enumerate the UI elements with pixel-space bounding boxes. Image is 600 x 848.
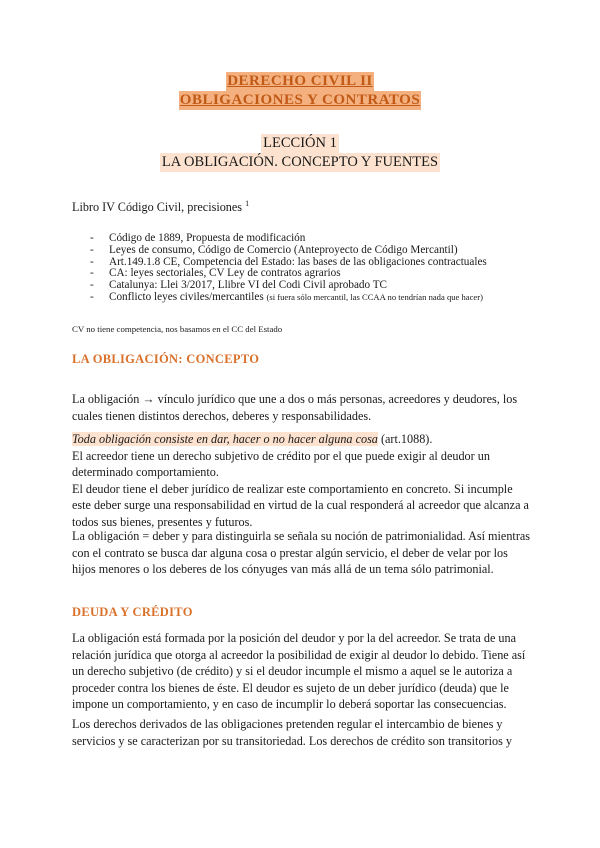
- section-heading-deuda: DEUDA Y CRÉDITO: [72, 605, 193, 619]
- list-item: - Art.149.1.8 CE, Competencia del Estado: las bases de las obligaciones contractuales: [90, 257, 530, 268]
- sources-list: [90, 233, 530, 304]
- creditor-text: El acreedor tiene un derecho subjetivo de crédito por el que puede exigir al deudor un determinado comportamiento.: [72, 448, 490, 479]
- debtor-text: El deudor tiene el deber jurídico de realizar este comportamiento en concreto. Si incumple este deber surge una responsabilidad en virtud de la cual responderá al acreedor que alcanza a todos sus bienes, presentes y futuros.: [72, 481, 529, 529]
- libro-line: [72, 196, 532, 216]
- lesson-name: LA OBLIGACIÓN. CONCEPTO Y FUENTES: [161, 154, 439, 170]
- list-item: - Leyes de consumo, Código de Comercio (Anteproyecto de Código Mercantil): [90, 245, 530, 256]
- list-item-text: Conflicto leyes civiles/mercantiles: [109, 290, 264, 303]
- paragraph-derechos: Los derechos derivados de las obligaciones pretenden regular el intercambio de bienes y servicios y se caracterizan por su transitoriedad. Los derechos de crédito son transitorios y: [72, 717, 512, 748]
- list-item-note: (si fuera sólo mercantil, las CCAA no tendrían nada que hacer): [266, 291, 483, 302]
- footnote-marker: 1: [245, 199, 250, 208]
- list-item: [90, 292, 530, 303]
- libro-text: Libro IV Código Civil, precisiones: [72, 200, 243, 215]
- article-quote: Toda obligación consiste en dar, hacer o no hacer alguna cosa: [72, 432, 378, 446]
- paragraph-patrimonial: La obligación = deber y para distinguirla se señala su noción de patrimonialidad. Así mientras con el contrato se busca dar alguna cosa o prestar algún servicio, el deber de velar por los hijos menores o los deberes de los cónyuges van más allá de un tema sólo patrimonial.: [72, 529, 531, 576]
- list-item: - Catalunya: Llei 3/2017, Llibre VI del Codi Civil aprobado TC: [90, 280, 530, 291]
- article-reference: (art.1088).: [377, 432, 433, 446]
- section-heading-concepto: LA OBLIGACIÓN: CONCEPTO: [72, 352, 260, 366]
- list-item: - Código de 1889, Propuesta de modificación: [90, 233, 530, 244]
- course-title-line-2: OBLIGACIONES Y CONTRATOS: [179, 92, 421, 108]
- paragraph-deuda-credito: La obligación está formada por la posición del deudor y por la del acreedor. Se trata de una relación jurídica que otorga al acreedor la posibilidad de exigir al deudor lo debido. Tiene así un derecho subjetivo (de crédito) y si el deudor incumple el mismo a aquel se le autoriza a proceder contra los bienes de éste. El deudor es sujeto de un deber jurídico (deuda) que le impone un comportamiento, y en caso de incumplir lo deberá soportar las consecuencias.: [72, 631, 526, 711]
- paragraph-definition: La obligación → vínculo jurídico que une a dos o más personas, acreedores y deudores, los cuales tienen distintos derechos, deberes y responsabilidades.: [72, 392, 518, 423]
- lesson-number: LECCIÓN 1: [263, 135, 337, 151]
- list-item: - CA: leyes sectoriales, CV Ley de contratos agrarios: [90, 268, 530, 279]
- competence-note: CV no tiene competencia, nos basamos en el CC del Estado: [72, 324, 283, 334]
- course-title: [0, 72, 600, 110]
- course-title-line-1: DERECHO CIVIL II: [227, 73, 373, 89]
- paragraph-article: [72, 431, 532, 530]
- lesson-title: [0, 134, 600, 172]
